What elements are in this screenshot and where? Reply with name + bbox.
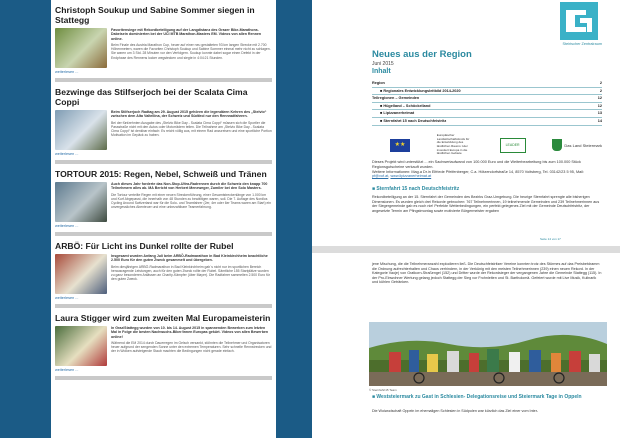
- news-headline[interactable]: ARBÖ: Für Licht ins Dunkel rollte der Rubel: [55, 241, 234, 251]
- news-text: [111, 110, 272, 150]
- toc-label: Region: [372, 81, 385, 85]
- logo-caption: Steirischer Zentralraum: [562, 42, 602, 46]
- news-text: [111, 28, 272, 68]
- toc-page: 13: [597, 111, 602, 116]
- section1-title: Sternfahrt 15 nach Deutschfeistritz: [376, 186, 460, 192]
- news-photo[interactable]: [55, 182, 107, 222]
- news-text: [111, 254, 272, 294]
- news-lead: Insgesamt wurden Anfang Juli beim ARBÖ-Radmarathon in Bad Kleinkirchheim beachtliche 2.500 Euro für den guten Zweck gesammelt und übergeben.: [111, 254, 268, 263]
- read-more-link[interactable]: weiterlesen ...: [55, 70, 79, 74]
- toc-entry[interactable]: [372, 118, 602, 126]
- steiermark-logo: [552, 139, 602, 151]
- news-lead: Beim Stilfserjoch Radtag am 29. August 2015 gehören die legendären Kehren des „Stelvio“ zwischen dem Alta Valtellina, der Schweiz und Südtirol nur den Rennradfahrern.: [111, 110, 267, 119]
- page-divider: [312, 246, 620, 253]
- news-headline[interactable]: Christoph Soukup und Sabine Sommer siegen in Stattegg: [55, 5, 255, 25]
- news-row: [55, 28, 272, 68]
- news-photo[interactable]: [55, 254, 107, 294]
- news-item: [51, 236, 276, 308]
- contact-info: [372, 160, 602, 179]
- read-more-link[interactable]: weiterlesen ...: [55, 224, 79, 228]
- read-more-link[interactable]: weiterlesen ...: [55, 296, 79, 300]
- contact-mail-link[interactable]: pf@vof.at: [372, 174, 389, 179]
- contact-label: Weitere Informationen: Mag.a Dr.in Elfriede Pfeifenberger, C.a. Hötzendorfstraße 14, 8570 Voitsberg, Tel. 03142/23 5 95, Mail:: [372, 169, 584, 174]
- toc-page: 12: [597, 96, 602, 101]
- section2-heading: ■ Weststeiermark zu Gast in Schlesien- Delegationsreise und Steiermark Tage in Oppeln: [372, 394, 582, 400]
- news-item: [51, 0, 276, 82]
- news-text: [111, 326, 272, 366]
- toc-label: Teilregionen – Gemeinden: [372, 96, 420, 101]
- steiermark-shield-icon: [552, 139, 562, 151]
- continued-body: jene Mischung, die die Teilnehmeranzahl explodieren ließ. Die Deutschfeistritzer Vereine konnten trotz des Stürmes auf das Preisbetdramm die Ordnung aufrechterhalten und Chaos verhindern, in der Verkünig mit den meisten Teilnehmerinnen (239) einen neuen Rekord. In der Kategorie Vaoje) von Gratkorn-Straßengel (152) und Dritter wurde der Rekordsieger der vergangenen Jahre die Gemeinde Stattegg (115). In der Pro-Einwohner Wertung gelang jedoch Stattegg der Sieg vor Frohnleiten und St. Bartholomä. Gefeiert wurde mit Live Musik, Kulinarik und kühlen Getränken.: [372, 262, 602, 285]
- news-headline[interactable]: Laura Stigger wird zum zweiten Mal Europameisterin: [55, 313, 271, 323]
- read-more-link[interactable]: weiterlesen ...: [55, 368, 79, 372]
- photo-caption: © Sternfahrt15 Team: [369, 388, 397, 392]
- toc-page: 14: [597, 118, 602, 123]
- section-body: Rekordbeteiligung an der 15. Sternfahrt der Gemeinden des Bezirks Graz-Umgebung. Die heurige Sternfahrt sprengte alle bisherigen Dimensionen. Es wurden gleich drei Rekorde gebrochen: 767 Teilnehmerinnen, 19 teilnehmende Gemeinden und 239 Teilnehmerinnen aus der Siegergemeinde gab es noch nie! Perfekte Wetterbedingungen, ein perfekt gelegenes Ziel mit der Gemeinde Deutschfeistritz, der angesetzte Termin am Pfingstmontag sowie motivierte Bürgermeister ergaben: [372, 195, 600, 213]
- toc-label: ■ Regionales Entwicklungsleitbild 2014-2020: [380, 88, 461, 93]
- news-row: [55, 182, 272, 222]
- leader-label: LEADER: [505, 142, 520, 147]
- toc-page: 12: [597, 103, 602, 108]
- news-item: [51, 308, 276, 380]
- news-item: [51, 164, 276, 236]
- eu-caption: Europäischer Landwirtschaftsfonds für die Entwicklung des ländlichen Raums: Hier investiert Europa in die ländlichen Gebiete: [436, 133, 470, 156]
- news-body: Während die EM 2014 durch Dauerregen im Gelsch versankt, stöhnten die Teilnehmer und Organisatoren heuer aufgrund der sengenden Sonne unter den extremen Temperaturen. Sehr schnelle Rennstrecken und der in Wolken aufsteigende Staub machten die Bedingungen nicht gerade einfach.: [111, 340, 272, 354]
- news-text: [111, 182, 272, 222]
- toc-entry[interactable]: [372, 88, 602, 96]
- news-column: [51, 0, 276, 438]
- newsletter-date: Juni 2015: [372, 61, 394, 67]
- read-more-link[interactable]: weiterlesen ...: [55, 152, 79, 156]
- news-lead: Favoritensiege mit Rekordbeteiligung auf der Langdistanz des Grazer Bike-Marathons. Dabeisein dominierten bei der UCI MTB Marathon-Masters EM. Videos von allen Rennen online.: [111, 28, 262, 41]
- news-body: Beim Finale des Austria Marathon Cup, heuer auf einer neu gestalteten 93 km langen Strecke mit 2.700 Höhenmetern, waren die Favoriten Christoph Soukup und Sabine Sommer einmal mehr nicht zu schlagen. Sie waren um 3 Std. 28 Minuten vor den Verfolgern. Soukup konnte dabei sogar einen Defekt in der Endphase des Rennens locker wegstecken und siegte in 4:04:21 Stunden.: [111, 42, 271, 60]
- news-lead: In Graz/Stattegg wurden von 10. bis 14. August 2015 in spannenden Bewerben zum letzten Mal in Folge die besten Nachwuchs-Biker/innen Europas gekürt. Videos von allen Bewerben online!: [111, 326, 269, 339]
- news-row: [55, 110, 272, 150]
- event-photo: [369, 322, 607, 386]
- newsletter-page: [312, 0, 620, 438]
- contact-web-link[interactable]: www.lipizzanerheimat.at: [390, 174, 432, 179]
- news-photo[interactable]: [55, 110, 107, 150]
- toc-entry[interactable]: [372, 103, 602, 111]
- section2-body: Die Woiwodschaft Oppeln im ehemaligen Schlesien in Südpolen war kürzlich das Ziel einer vom Inter-: [372, 409, 539, 413]
- news-list: [51, 0, 276, 380]
- steiermark-label: Das Land Steiermark: [564, 142, 602, 148]
- event-photo-image: [369, 322, 607, 386]
- news-photo[interactable]: [55, 326, 107, 366]
- eu-flag-icon: ★★: [390, 139, 410, 152]
- news-row: [55, 326, 272, 366]
- news-lead: Auch dieses Jahr forderte das Non-Stop-Ultra-Radrennen durch die Schweiz den knapp 700 Teilnehmern alles ab. MA Bericht von Herbert Meneweger, Zumiler bei den Solo Masters.: [111, 182, 268, 191]
- news-headline[interactable]: Bezwinge das Stilfserjoch bei der Scalata Cima Coppi: [55, 87, 248, 107]
- toc-entry[interactable]: [372, 110, 602, 118]
- news-separator: [55, 376, 272, 380]
- toc-label: ■ Hügelland – Schöckelland: [380, 103, 431, 108]
- region-logo: [560, 2, 598, 40]
- toc-entry[interactable]: [372, 80, 602, 88]
- toc-label: ■ Lipizzanerheimat: [380, 111, 415, 116]
- news-body: Die Tortour verteilte Regen mit einer neuen Streckenführung, einer Gesamtstreckenlänge von 1.000 km und Kurf Abgepasst, die innerhalb von 48 Stunden zu bewältigen waren, soll. Die 7. Auflage des Nordlos Cycling Around Switzerland war für die Solo- und Teamfahrer (2er, 4er oder 6er Teams waren am Start) ein unvergessliches Abenteuer und eine unbezahlbare Teamerfahrung.: [111, 192, 272, 210]
- toc-label: ■ Sternfahrt 15 nach Deutschfeistritz: [380, 118, 447, 123]
- page-number: Seite 14 von 17: [540, 237, 561, 241]
- news-row: [55, 254, 272, 294]
- contact-intro: Dieses Projekt wird unterstützt ... ein Sachwertaufwand von 100.000 Euro und die Weiterbearbeitung bis zum 100.000 Stück Regionsgutscheine verkauft wurden.: [372, 160, 581, 169]
- news-photo[interactable]: [55, 28, 107, 68]
- contact-details: Weitere Informationen: Mag.a Dr.in Elfriede Pfeifenberger, C.a. Hötzendorfstraße 14, 8570 Voitsberg, Tel. 03142/23 5 95, Mail: pf@vof.at, www.lipizzanerheimat.at: [372, 169, 584, 179]
- contents-heading: Inhalt: [372, 68, 391, 75]
- funding-logos: [390, 135, 602, 155]
- news-headline[interactable]: TORTOUR 2015: Regen, Nebel, Schweiß und Tränen: [55, 169, 267, 179]
- table-of-contents: [372, 80, 602, 126]
- leader-logo: [500, 138, 526, 153]
- newsletter-title: Neues aus der Region: [372, 49, 472, 60]
- toc-page: 2: [599, 88, 602, 93]
- section-heading: ■ Sternfahrt 15 nach Deutschfeistritz: [372, 186, 460, 192]
- toc-entry[interactable]: [372, 95, 602, 103]
- news-body: Bei der fünfzehnten Ausgabe des „Stelvio Bike Day - Scalata Cima Coppi“ müssen sich die Sportler die Passstraße nicht mit den Autos oder Motorrädern teilen. Die Teilnahme am „Stelvio Bike Day - Scalata Cima Coppi“ ist denkbar einfach: Es reicht völlig aus, mit einem Rad anzureisen und eine sportliche Portion Motivation im Gepäck zu haben.: [111, 120, 272, 138]
- news-body: Beim diesjährigen ARBÖ-Radmarathon in Bad Kleinkirchheim gab´s nicht nur im sportlichen Bereich herausragende Leistungen, auch für den guten Zweck rollte der Rubel. Sämtliche 155 Startplätze wurden zu ganz besonderen Anlässen an Charity-Kämpfer (über Mayer). Die Radfahrer sammelten 2.500 Euro für den guten Zweck.: [111, 264, 271, 282]
- toc-page: 2: [599, 81, 602, 85]
- section2-title: Weststeiermark zu Gast in Schlesien- Delegationsreise und Steiermark Tage in Oppeln: [376, 394, 582, 400]
- news-item: [51, 82, 276, 164]
